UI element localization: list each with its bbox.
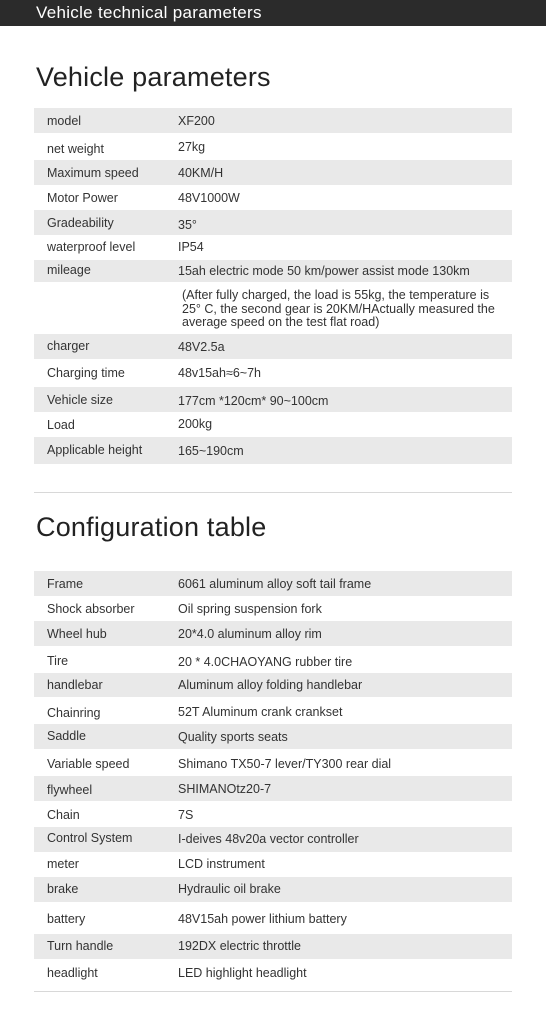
row-value: 6061 aluminum alloy soft tail frame [178, 577, 372, 591]
row-label: battery [47, 912, 86, 926]
row-value: Shimano TX50-7 lever/TY300 rear dial [178, 757, 392, 771]
row-value: 15ah electric mode 50 km/power assist mode 130km [178, 264, 470, 278]
row-value: 165~190cm [178, 444, 244, 458]
table-row [34, 135, 512, 160]
table-row [34, 698, 512, 724]
bottom-divider [34, 991, 512, 992]
row-value: 48V1000W [178, 191, 240, 205]
table-row [34, 902, 512, 935]
top-banner [0, 0, 546, 26]
row-label: Vehicle size [47, 393, 114, 407]
table-row [34, 749, 512, 776]
table-row [34, 359, 512, 386]
row-value: Hydraulic oil brake [178, 882, 281, 896]
row-value: Oil spring suspension fork [178, 602, 322, 616]
row-label: meter [47, 857, 79, 871]
table-row [34, 961, 512, 987]
row-value: 48V15ah power lithium battery [178, 912, 347, 926]
row-label: Variable speed [47, 757, 130, 771]
table-row [34, 260, 512, 282]
table-row [34, 596, 512, 621]
row-value: 200kg [178, 417, 213, 431]
row-value: 27kg [178, 140, 206, 154]
row-label: Gradeability [47, 216, 114, 230]
row-label: Control System [47, 831, 133, 845]
table-row [34, 571, 512, 596]
row-label: Applicable height [47, 443, 143, 457]
row-label: waterproof level [47, 240, 136, 254]
table-row [34, 210, 512, 235]
row-value: 48v15ah≈6~7h [178, 366, 261, 380]
row-label: headlight [47, 966, 98, 980]
table-row [34, 827, 512, 852]
row-value: Aluminum alloy folding handlebar [178, 678, 363, 692]
row-label: flywheel [47, 783, 93, 797]
table-row [34, 776, 512, 801]
row-label: Motor Power [47, 191, 118, 205]
table-row [34, 852, 512, 877]
row-label: Chain [47, 808, 80, 822]
table-row [34, 934, 512, 959]
row-label: net weight [47, 142, 104, 156]
row-value: 177cm *120cm* 90~100cm [178, 394, 329, 408]
configuration-table-title: Configuration table [36, 512, 267, 542]
row-label: handlebar [47, 678, 103, 692]
row-note: (After fully charged, the load is 55kg, the temperature is 25° C, the second gear is 20KM/HActually measured the average speed on the test flat road) [182, 288, 495, 329]
configuration-table [34, 571, 512, 991]
row-label: Load [47, 418, 75, 432]
table-row [34, 185, 512, 210]
table-row [34, 877, 512, 902]
table-row [34, 673, 512, 697]
row-value: I-deives 48v20a vector controller [178, 832, 359, 846]
row-value: IP54 [178, 240, 204, 254]
row-value: LED highlight headlight [178, 966, 307, 980]
row-label: Frame [47, 577, 84, 591]
row-value: Quality sports seats [178, 730, 288, 744]
vehicle-parameters-title: Vehicle parameters [36, 62, 271, 92]
row-value: 52T Aluminum crank crankset [178, 705, 343, 719]
table-row [34, 801, 512, 827]
row-value: 20*4.0 aluminum alloy rim [178, 627, 322, 641]
table-row [34, 646, 512, 673]
table-row [34, 160, 512, 185]
row-label: Shock absorber [47, 602, 135, 616]
row-value: 40KM/H [178, 166, 224, 180]
row-label: Turn handle [47, 939, 114, 953]
table-row [34, 412, 512, 437]
row-label: charger [47, 339, 90, 353]
row-label: Wheel hub [47, 627, 107, 641]
table-row [34, 334, 512, 359]
row-label: model [47, 114, 82, 128]
row-value: SHIMANOtz20-7 [178, 782, 272, 796]
row-value: 7S [178, 808, 194, 822]
row-label: Chainring [47, 706, 101, 720]
table-row [34, 108, 512, 133]
row-value: LCD instrument [178, 857, 265, 871]
row-label: mileage [47, 263, 91, 277]
row-label: Tire [47, 654, 69, 668]
row-value: 35° [178, 218, 197, 232]
row-label: Saddle [47, 729, 86, 743]
row-label: Maximum speed [47, 166, 139, 180]
table-row [34, 235, 512, 260]
section-divider [34, 492, 512, 493]
row-value: 48V2.5a [178, 340, 225, 354]
row-value: 20 * 4.0CHAOYANG rubber tire [178, 655, 353, 669]
table-row [34, 387, 512, 412]
table-row [34, 724, 512, 749]
table-row [34, 437, 512, 464]
table-row [34, 621, 512, 646]
banner-title: Vehicle technical parameters [36, 3, 262, 22]
row-label: Charging time [47, 366, 125, 380]
row-label: brake [47, 882, 79, 896]
row-value: XF200 [178, 114, 215, 128]
vehicle-parameters-table [34, 108, 512, 466]
row-value: 192DX electric throttle [178, 939, 301, 953]
table-row [34, 284, 512, 334]
